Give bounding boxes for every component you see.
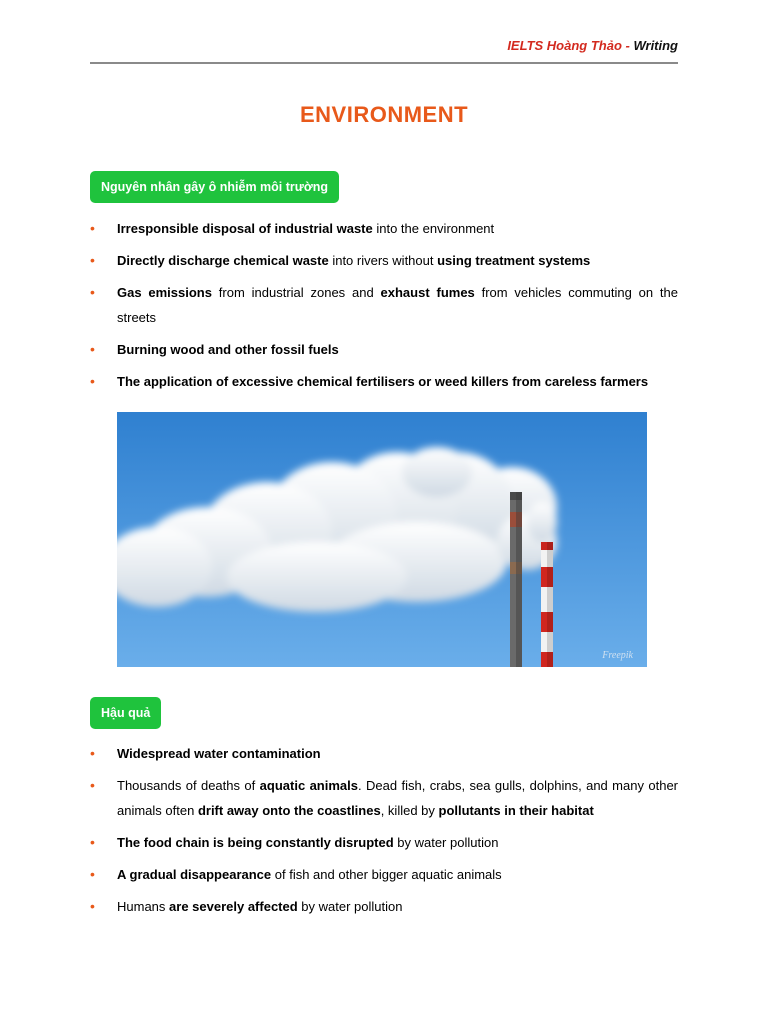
text-run: . Dead fish, crabs, sea gulls, dolphins, and many other animals often — [117, 778, 679, 818]
bold-text: Directly discharge chemical waste — [117, 253, 329, 268]
bullet-item — [90, 773, 678, 823]
bold-text: Burning wood and other fossil fuels — [117, 342, 339, 357]
bullet-item — [90, 248, 678, 273]
text-run: from industrial zones and — [211, 285, 381, 300]
bullet-item — [90, 216, 678, 241]
bullet-dot: • — [90, 284, 95, 300]
bold-text: exhaust fumes — [380, 285, 475, 300]
bullet-item — [90, 830, 678, 855]
section-tag-causes: Nguyên nhân gây ô nhiễm môi trường — [90, 171, 339, 203]
text-run: Humans — [117, 899, 170, 914]
smokestack-left — [510, 492, 522, 667]
bullet-item — [90, 337, 678, 362]
text-run: into rivers without — [328, 253, 438, 268]
photo-illustration — [117, 412, 647, 667]
bold-text: are severely affected — [169, 899, 298, 914]
text-run: by water pollution — [393, 835, 499, 850]
bold-text: Irresponsible disposal of industrial waste — [117, 221, 373, 236]
bullet-dot: • — [90, 866, 95, 882]
bold-text: The application of excessive chemical fertilisers or weed killers from careless farmers — [117, 374, 649, 389]
bullet-dot: • — [90, 745, 95, 761]
causes-list — [90, 216, 678, 401]
bold-text: The food chain is being constantly disrupted — [117, 835, 394, 850]
bold-text: aquatic animals — [259, 778, 358, 793]
bullet-dot: • — [90, 341, 95, 357]
bold-text: Gas emissions — [117, 285, 212, 300]
text-run: into the environment — [372, 221, 495, 236]
bullet-dot: • — [90, 252, 95, 268]
bullet-dot: • — [90, 834, 95, 850]
text-run: by water pollution — [297, 899, 403, 914]
section-tag-consequences: Hậu quả — [90, 697, 161, 729]
bullet-dot: • — [90, 220, 95, 236]
header-section: Writing — [633, 38, 678, 53]
header-separator: - — [621, 38, 634, 53]
bullet-dot: • — [90, 898, 95, 914]
bullet-item — [90, 741, 678, 766]
page-header — [90, 0, 678, 64]
bullet-dot: • — [90, 373, 95, 389]
text-run: of fish and other bigger aquatic animals — [271, 867, 502, 882]
bullet-dot: • — [90, 777, 95, 793]
bold-text: Widespread water contamination — [117, 746, 321, 761]
text-run: , killed by — [380, 803, 439, 818]
photo-credit: Freepik — [602, 650, 633, 661]
text-run: Thousands of deaths of — [117, 778, 260, 793]
header-text — [507, 38, 678, 53]
bullet-item — [90, 862, 678, 887]
bold-text: A gradual disappearance — [117, 867, 272, 882]
bullet-item — [90, 894, 678, 919]
factory-smoke-photo — [117, 412, 647, 667]
text-run: from vehicles commuting on the streets — [117, 285, 678, 325]
smokestack-right — [541, 542, 553, 667]
bullet-item — [90, 369, 678, 394]
bold-text: drift away onto the coastlines — [197, 803, 381, 818]
bold-text: pollutants in their habitat — [438, 803, 594, 818]
page-title: ENVIRONMENT — [299, 102, 469, 127]
header-brand: IELTS Hoàng Thảo — [507, 38, 622, 53]
bold-text: using treatment systems — [437, 253, 591, 268]
consequences-list — [90, 741, 678, 926]
header-divider — [90, 62, 678, 64]
bullet-item — [90, 280, 678, 330]
